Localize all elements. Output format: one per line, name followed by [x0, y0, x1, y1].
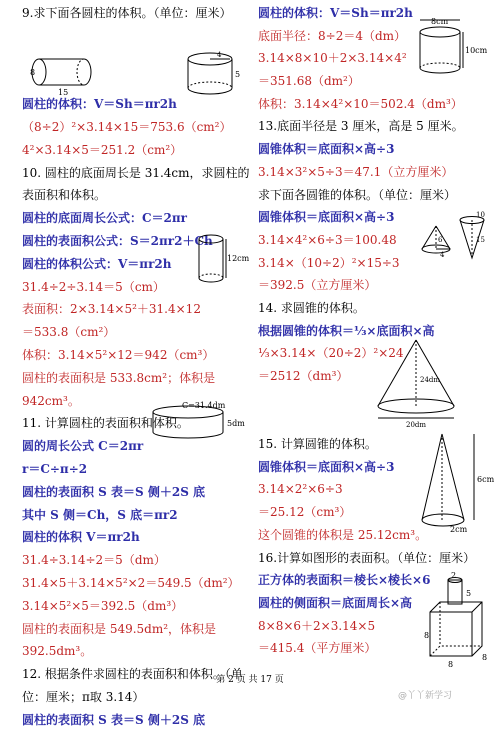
q9-cyl1-height-label: 8: [30, 68, 36, 77]
right-text-line: 3.14×（10÷2）²×15÷3: [258, 255, 400, 270]
right-text-line: 求下面各圆锥的体积。（单位：厘米）: [258, 187, 457, 202]
right-text-line: 8×8×6＋2×3.14×5: [258, 618, 376, 633]
left-text-line: 圆柱的表面积 S 表＝S 侧＋2S 底: [22, 484, 206, 499]
q12-cylinder-figure: [418, 16, 496, 82]
left-text-line: 圆柱的体积：V＝Sh＝πr2h: [22, 97, 177, 112]
right-text-line: 圆锥体积＝底面积×高÷3: [258, 210, 395, 225]
right-text-line: 体积：3.14×4²×10＝502.4（dm³）: [258, 96, 463, 111]
left-text-line: 4²×3.14×5＝251.2（cm²）: [22, 142, 183, 157]
right-text-line: 3.14×2²×6÷3: [258, 482, 343, 497]
q13-cone2-diameter-label: 10: [476, 211, 485, 219]
q16-cube-cylinder-figure: [424, 570, 494, 676]
q11-height-label: 5dm: [227, 419, 245, 428]
q9-cyl2-radius-label: 4: [217, 51, 222, 59]
left-text-line: 位：厘米；π取 3.14）: [22, 689, 145, 704]
right-text-line: 3.14×8×10＋2×3.14×4²: [258, 51, 407, 66]
right-text-line: ＝25.12（cm³）: [258, 505, 352, 520]
q9-cyl2-height-label: 5: [235, 70, 241, 79]
q10-cylinder-figure: [198, 232, 250, 286]
q15-cone-figure: [420, 432, 498, 536]
right-text-line: ⅓×3.14×（20÷2）²×24: [258, 346, 404, 361]
q14-diameter-label: 20dm: [406, 421, 427, 429]
right-text-line: 圆锥体积＝底面积×高÷3: [258, 142, 395, 157]
left-text-line: 表面积：2×3.14×5²＋31.4×12: [22, 302, 201, 317]
q16-cube-depth-label: 8: [482, 653, 488, 662]
left-text-line: 圆柱的表面积是 533.8cm²；体积是: [22, 370, 216, 385]
left-text-line: 体积：3.14×5²×12＝942（cm³）: [22, 347, 215, 362]
left-text-line: 31.4÷2÷3.14＝5（cm）: [22, 279, 165, 294]
q16-cyl-diameter-label: 2: [451, 571, 457, 580]
left-text-line: 圆柱的表面积是 549.5dm²，体积是: [22, 621, 217, 636]
right-text-line: 圆柱的体积：V＝Sh＝πr2h: [258, 6, 413, 20]
left-text-line: 9.求下面各圆柱的体积。（单位：厘米）: [22, 6, 232, 20]
q12-height-label: 10cm: [465, 46, 488, 55]
left-column: [22, 6, 250, 736]
q16-cyl-height-label: 5: [466, 589, 472, 598]
q14-cone-figure: [374, 338, 464, 430]
right-text-line: 正方体的表面积＝棱长×棱长×6: [258, 573, 431, 588]
left-text-line: 11. 计算圆柱的表面积和体积。: [22, 416, 189, 431]
q16-cube-height-label: 8: [424, 631, 430, 640]
watermark: @丫丫新学习: [398, 691, 453, 701]
left-text-line: 12. 根据条件求圆柱的表面积和体积。（单: [22, 667, 243, 682]
page-footer: 第 2 页 共 17 页: [216, 675, 284, 685]
right-text-line: 圆柱的侧面积＝底面周长×高: [258, 595, 413, 610]
right-text-line: 13.底面半径是 3 厘米，高是 5 厘米。: [258, 119, 464, 134]
q9-cyl1-length-label: 15: [58, 88, 69, 97]
left-text-line: 圆柱的体积 V＝πr2h: [22, 530, 140, 545]
left-text-line: 圆柱的表面积 S 表＝S 侧＋2S 底: [22, 712, 206, 727]
left-text-line: 圆柱的表面积公式：S＝2πr2＋Ch: [22, 233, 213, 248]
left-text-line: （8÷2）²×3.14×15＝753.6（cm²）: [22, 119, 232, 134]
q13-cone1-figure: [420, 224, 456, 258]
left-text-line: 31.4×5＋3.14×5²×2＝549.5（dm²）: [22, 575, 240, 590]
q15-radius-label: 2cm: [450, 525, 468, 534]
left-text-line: r＝C÷π÷2: [22, 461, 88, 476]
right-text-line: ＝2512（dm³）: [258, 369, 349, 383]
q9-vertical-cylinder-figure: [186, 50, 244, 98]
right-column: [258, 6, 490, 664]
right-text-line: 14. 求圆锥的体积。: [258, 300, 365, 315]
q14-height-label: 24dm: [420, 376, 441, 384]
left-text-line: 圆柱的底面周长公式：C＝2πr: [22, 211, 188, 226]
right-text-line: 16.计算如图形的表面积。（单位：厘米）: [258, 550, 476, 565]
left-text-line: [22, 29, 250, 52]
q13-cone2-figure: [458, 211, 494, 262]
left-text-line: 其中 S 侧＝Ch，S 底＝πr2: [22, 507, 178, 522]
q16-cube-width-label: 8: [448, 660, 454, 669]
right-text-line: ＝392.5（立方厘米）: [258, 278, 377, 293]
left-text-line: 3.14×5²×5＝392.5（dm³）: [22, 598, 184, 613]
left-text-line: 31.4÷3.14÷2＝5（dm）: [22, 553, 166, 568]
left-text-line: 圆的周长公式 C＝2πr: [22, 439, 144, 454]
left-text-line: 10. 圆柱的底面周长是 31.4cm，求圆柱的: [22, 165, 250, 180]
q13-cone2-height-label: 15: [476, 236, 485, 244]
right-text-line: 底面半径：8÷2＝4（dm）: [258, 28, 407, 43]
q13-cone1-radius-label: 4: [440, 251, 445, 259]
right-text-line: 15. 计算圆锥的体积。: [258, 437, 377, 452]
left-text-line: 392.5dm³。: [22, 644, 93, 659]
right-text-line: 3.14×4²×6÷3＝100.48: [258, 232, 397, 247]
left-text-line: 942cm³。: [22, 393, 80, 408]
q10-height-label: 12cm: [227, 254, 250, 263]
left-text-line: 表面积和体积。: [22, 188, 107, 203]
left-text-line: 圆柱的体积公式：V＝πr2h: [22, 256, 172, 271]
q11-circumference-label: C=31.4dm: [182, 401, 226, 410]
right-text-line: 这个圆锥的体积是 25.12cm³。: [258, 527, 428, 542]
q9-horizontal-cylinder-figure: [30, 56, 100, 96]
right-text-line: 根据圆锥的体积＝⅓×底面积×高: [258, 323, 435, 338]
q13-cone1-height-label: 6: [438, 236, 443, 244]
right-text-line: ＝415.4（平方厘米）: [258, 641, 377, 656]
right-text-line: ＝351.68（dm²）: [258, 74, 360, 89]
q15-height-label: 6cm: [477, 475, 495, 484]
right-text-line: 3.14×3²×5÷3＝47.1（立方厘米）: [258, 164, 454, 179]
left-text-line: ＝533.8（cm²）: [22, 325, 116, 340]
q11-cylinder-figure: [150, 400, 250, 442]
right-text-line: 圆锥体积＝底面积×高÷3: [258, 459, 395, 474]
q12-diameter-label: 8cm: [431, 17, 449, 26]
